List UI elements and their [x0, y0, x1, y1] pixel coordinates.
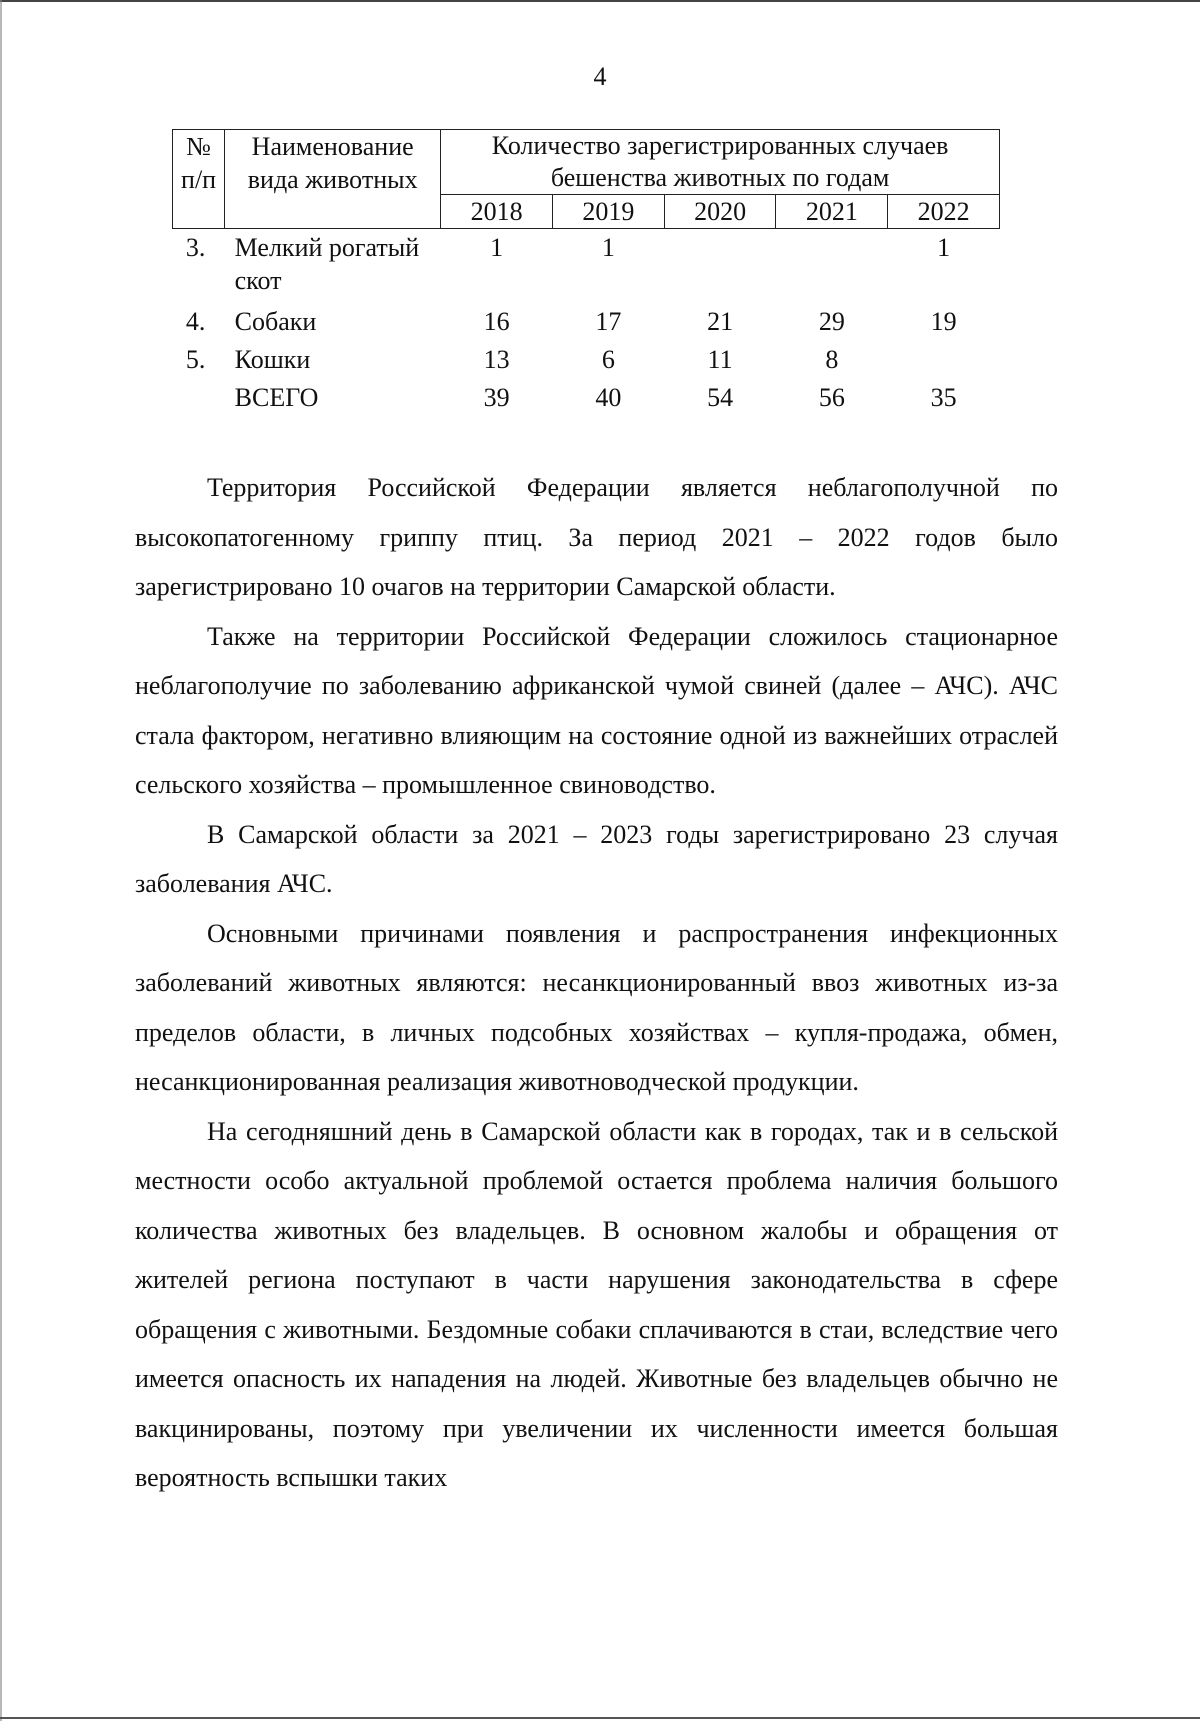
- row-value: 16: [483, 307, 510, 336]
- scan-top-edge: [0, 0, 1200, 2]
- row-value: 21: [707, 307, 734, 336]
- row-num: 5.: [185, 345, 206, 374]
- row-value: 6: [601, 345, 615, 374]
- row-value: 35: [930, 383, 957, 412]
- scan-left-edge: [0, 0, 2, 1721]
- header-year: 2018: [441, 195, 553, 229]
- row-value: 1: [937, 233, 951, 262]
- row-value: 39: [483, 383, 510, 412]
- header-case-count: Количество зарегистрированных случаев бешенства животных по годам: [441, 130, 1000, 195]
- paragraph: На сегодняшний день в Самарской области как в городах, так и в сельской местности особо актуальной проблемой остается проблема наличия большого количества животных без владельцев. В основном жалобы и обращения от жителей региона поступают в части нарушения законодательства в сфере обращения с животными. Бездомные собаки сплачиваются в стаи, вследствие чего имеется опасность их нападения на людей. Животные без владельцев обычно не вакцинированы, поэтому при увеличении их численности имеется большая вероятность вспышки таких: [135, 1116, 1058, 1492]
- table-row-total: [173, 381, 1000, 419]
- row-num: 4.: [185, 307, 206, 336]
- row-value: [888, 343, 1000, 381]
- header-year: 2019: [552, 195, 664, 229]
- paragraph: Основными причинами появления и распространения инфекционных заболеваний животных являются: несанкционированный ввоз животных из-за пределов области, в личных подсобных хозяйствах – купля-продажа, обмен, несанкционированная реализация животноводческой продукции.: [135, 918, 1058, 1096]
- row-num: [173, 381, 225, 419]
- header-year: 2022: [888, 195, 1000, 229]
- paragraph: Также на территории Российской Федерации сложилось стационарное неблагополучие по заболеванию африканской чумой свиней (далее – АЧС). АЧС стала фактором, негативно влияющим на состояние одной из важнейших отраслей сельского хозяйства – промышленное свиноводство.: [135, 621, 1058, 799]
- table-row: [173, 229, 1000, 306]
- document-body: [135, 463, 1058, 1503]
- row-num: 3.: [185, 233, 206, 262]
- row-value: 56: [818, 383, 845, 412]
- row-value: [664, 229, 776, 306]
- row-value: 1: [601, 233, 615, 262]
- table-header: [173, 130, 1000, 229]
- header-num: № п/п: [173, 130, 225, 229]
- table-row: [173, 343, 1000, 381]
- row-value: 54: [707, 383, 734, 412]
- row-value: 11: [707, 345, 733, 374]
- row-value: 17: [595, 307, 622, 336]
- row-value: 13: [483, 345, 510, 374]
- row-value: 1: [490, 233, 504, 262]
- rabies-cases-table: [172, 129, 1000, 419]
- scan-bottom-edge: [0, 1717, 1200, 1719]
- row-animal-name: Собаки: [234, 307, 317, 336]
- table-row: [173, 305, 1000, 343]
- paragraph: В Самарской области за 2021 – 2023 годы зарегистрировано 23 случая заболевания АЧС.: [135, 819, 1058, 898]
- row-animal-name: ВСЕГО: [234, 383, 319, 412]
- row-value: [776, 229, 888, 306]
- row-value: 8: [825, 345, 839, 374]
- row-animal-name: Мелкий рогатый скот: [234, 233, 420, 295]
- header-year: 2020: [664, 195, 776, 229]
- row-animal-name: Кошки: [234, 345, 311, 374]
- header-year: 2021: [776, 195, 888, 229]
- row-value: 29: [818, 307, 845, 336]
- row-value: 40: [595, 383, 622, 412]
- row-value: 19: [930, 307, 957, 336]
- page-number: 4: [593, 62, 607, 91]
- header-animal-name: Наименование вида животных: [225, 130, 441, 229]
- paragraph: Территория Российской Федерации является неблагополучной по высокопатогенному гриппу птиц. За период 2021 – 2022 годов было зарегистрировано 10 очагов на территории Самарской области.: [135, 473, 1058, 601]
